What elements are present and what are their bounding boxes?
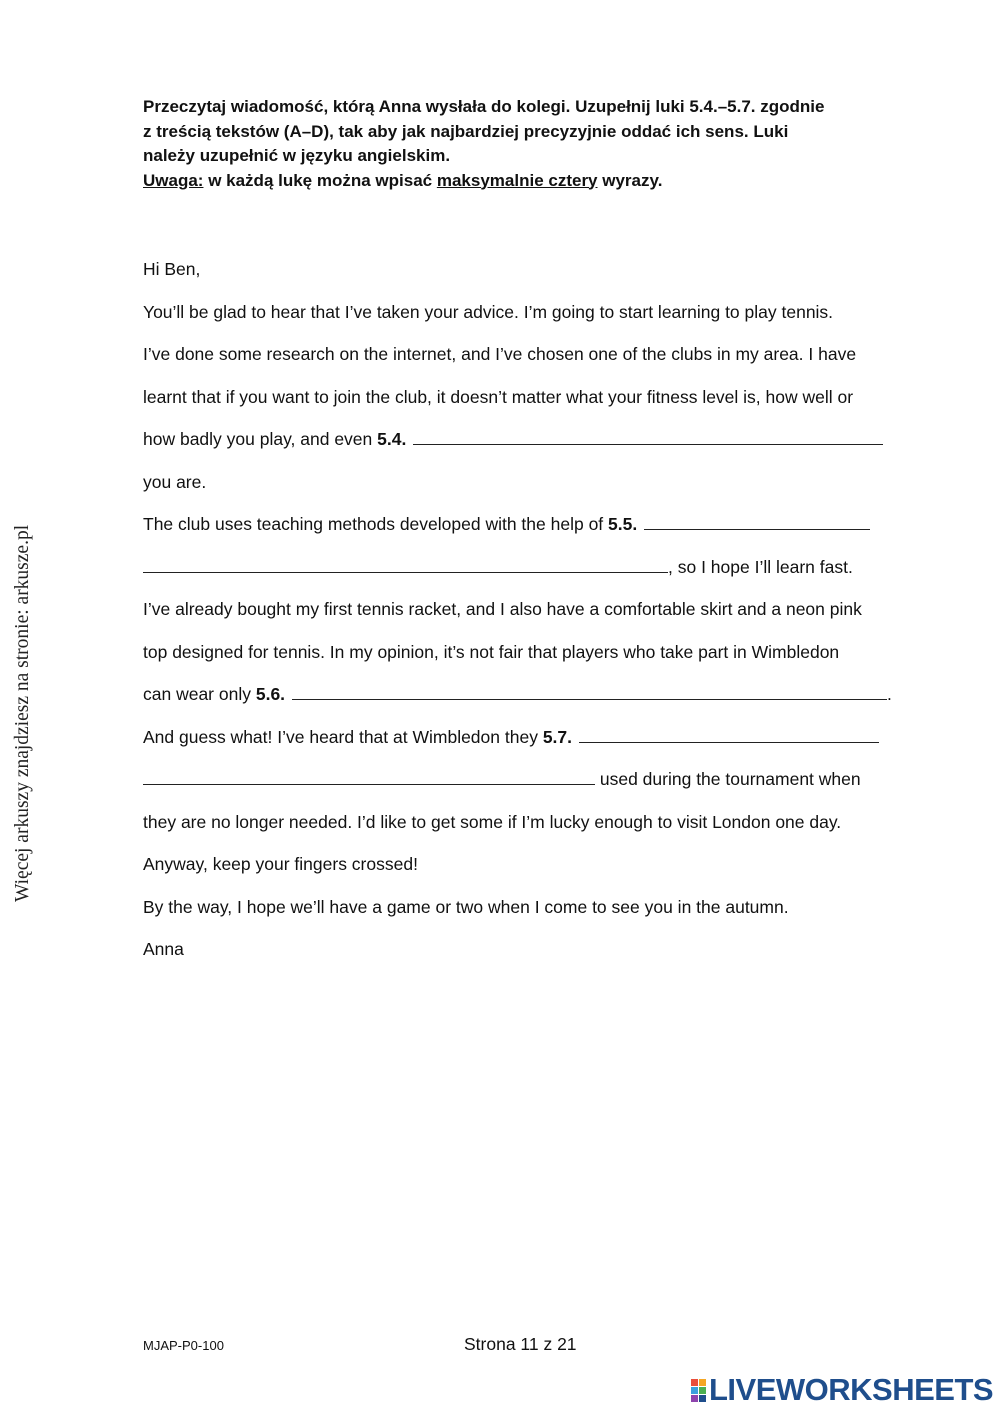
line-text: , so I hope I’ll learn fast. xyxy=(668,556,853,577)
letter-line: By the way, I hope we’ll have a game or two when I come to see you in the autumn. xyxy=(143,896,789,917)
answer-gap-5-6[interactable] xyxy=(292,682,887,700)
gap-number-5-5: 5.5. xyxy=(608,514,638,534)
line-text: . xyxy=(886,684,892,704)
exam-code: MJAP-P0-100 xyxy=(143,1338,224,1353)
letter-line: Anyway, keep your fingers crossed! xyxy=(143,854,418,874)
note-label: Uwaga: xyxy=(143,170,204,190)
instructions-line-1: Przeczytaj wiadomość, którą Anna wysłała do kolegi. Uzupełnij luki 5.4.–5.7. zgodnie xyxy=(143,97,825,116)
letter-line xyxy=(143,724,908,767)
answer-gap-5-5[interactable] xyxy=(644,512,870,530)
line-text: And guess what! I’ve heard that at Wimbledon they xyxy=(143,726,538,747)
line-text: The club uses teaching methods developed with the help of xyxy=(143,514,604,534)
letter-signature: Anna xyxy=(143,939,184,959)
note-emphasis: maksymalnie cztery xyxy=(436,170,598,190)
answer-gap-5-5-continued[interactable] xyxy=(143,555,668,573)
answer-gap-5-7[interactable] xyxy=(579,725,879,743)
note-mid: w każdą lukę można wpisać xyxy=(208,170,433,190)
liveworksheets-logo xyxy=(691,1372,994,1407)
letter-line xyxy=(143,426,908,469)
sidebar-watermark-text: Więcej arkuszy znajdziesz na stronie: arkusze.pl xyxy=(12,524,33,902)
letter-line: I’ve done some research on the internet, and I’ve chosen one of the clubs in my area. I have xyxy=(143,344,857,364)
brand-name: LIVEWORKSHEETS xyxy=(709,1372,994,1407)
answer-gap-5-7-continued[interactable] xyxy=(143,767,595,785)
note-end: wyrazy. xyxy=(602,170,663,190)
letter-line: you are. xyxy=(143,471,207,492)
task-instructions xyxy=(143,95,903,193)
letter-line: I’ve already bought my first tennis racket, and I also have a comfortable skirt and a neon pink xyxy=(143,599,862,619)
liveworksheets-icon xyxy=(691,1379,706,1402)
instructions-line-2: z treścią tekstów (A–D), tak aby jak najbardziej precyzyjnie oddać ich sens. Luki xyxy=(143,121,789,141)
letter-line xyxy=(143,511,908,554)
gap-number-5-7: 5.7. xyxy=(542,726,573,747)
letter-greeting: Hi Ben, xyxy=(143,259,201,279)
line-text: can wear only xyxy=(143,684,251,704)
instructions-line-3: należy uzupełnić w języku angielskim. xyxy=(143,146,451,165)
letter-body xyxy=(143,256,908,979)
letter-line xyxy=(143,554,908,597)
letter-line: You’ll be glad to hear that I’ve taken your advice. I’m going to start learning to play tennis. xyxy=(143,301,834,322)
letter-line xyxy=(143,681,908,724)
instructions-note xyxy=(143,169,903,194)
line-text: used during the tournament when xyxy=(599,769,861,789)
line-text: how badly you play, and even xyxy=(143,429,373,449)
gap-number-5-6: 5.6. xyxy=(255,684,286,704)
letter-line: they are no longer needed. I’d like to get some if I’m lucky enough to visit London one day. xyxy=(143,811,842,832)
letter-line: top designed for tennis. In my opinion, it’s not fair that players who take part in Wimbledon xyxy=(143,641,840,662)
gap-number-5-4: 5.4. xyxy=(377,429,407,449)
page-number: Strona 11 z 21 xyxy=(464,1334,577,1354)
letter-line xyxy=(143,766,908,809)
answer-gap-5-4[interactable] xyxy=(413,427,883,445)
letter-line: learnt that if you want to join the club, it doesn’t matter what your fitness level is, how well or xyxy=(143,386,854,407)
